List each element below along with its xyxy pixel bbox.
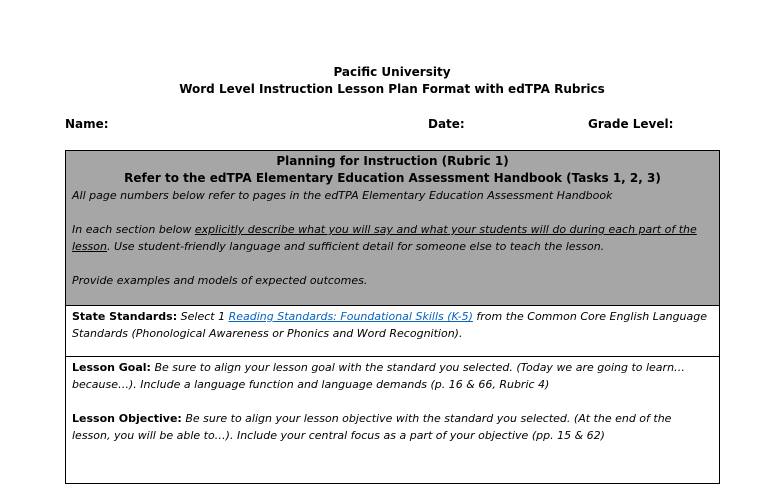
lesson-objective-text: Be sure to align your lesson objective with the standard you selected. (At the end of the lesson, you will be able to…). Include your central focus as a part of your objective (pp. 15 & 62) (72, 412, 672, 442)
lesson-goal (72, 359, 713, 393)
document-title-block (0, 64, 784, 98)
planning-note: All page numbers below refer to pages in the edTPA Elementary Education Assessment Handbook (72, 189, 613, 202)
lesson-objective-label: Lesson Objective: (72, 412, 182, 425)
name-label: Name: (65, 117, 109, 131)
state-standards-text-post: from the Common Core English Language Standards (Phonological Awareness or Phonics and Word Recognition). (72, 310, 708, 340)
planning-examples: Provide examples and models of expected outcomes. (72, 274, 368, 287)
lesson-goal-cell (66, 357, 720, 484)
instruction-pre: In each section below (72, 223, 195, 236)
planning-header-cell (66, 151, 720, 306)
state-standards-cell (66, 306, 720, 357)
planning-title: Planning for Instruction (Rubric 1) (276, 154, 509, 168)
lesson-goal-label: Lesson Goal: (72, 361, 151, 374)
grade-level-label: Grade Level: (588, 117, 674, 131)
info-row (0, 117, 784, 135)
lesson-goal-row (66, 357, 720, 484)
state-standards-text-pre: Select 1 (177, 310, 229, 323)
document-title: Word Level Instruction Lesson Plan Format with edTPA Rubrics (179, 82, 605, 96)
lesson-plan-table (65, 150, 720, 484)
state-standards-row (66, 306, 720, 357)
date-label: Date: (428, 117, 465, 131)
institution-name: Pacific University (333, 65, 451, 79)
reading-standards-link[interactable]: Reading Standards: Foundational Skills (K-5) (228, 310, 473, 323)
planning-header-row (66, 151, 720, 306)
instruction-emphasis: explicitly describe what you will say and what your students will do during each part of the lesson (72, 223, 697, 253)
lesson-goal-text: Be sure to align your lesson goal with the standard you selected. (Today we are going to learn… because…). Include a language function and language demands (p. 16 & 66, Rubric 4) (72, 361, 686, 391)
planning-subtitle: Refer to the edTPA Elementary Education Assessment Handbook (Tasks 1, 2, 3) (124, 171, 661, 185)
planning-instruction (72, 221, 713, 255)
lesson-objective (72, 410, 713, 444)
state-standards-label: State Standards: (72, 310, 178, 323)
instruction-post: . Use student-friendly language and sufficient detail for someone else to teach the lesson. (107, 240, 605, 253)
